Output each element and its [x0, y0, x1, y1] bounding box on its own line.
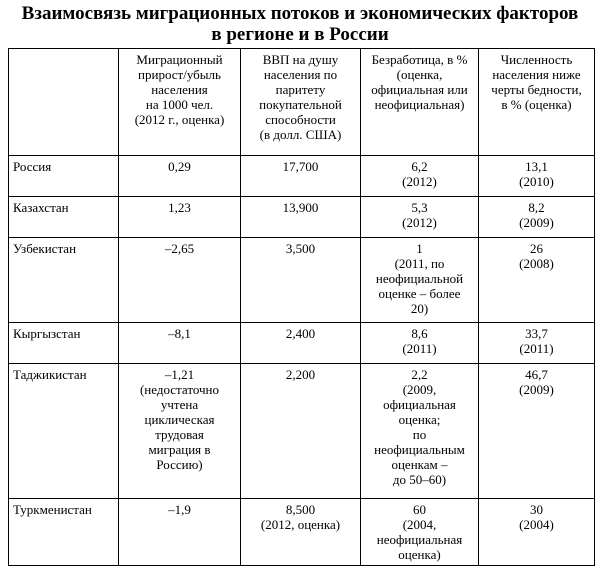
- table-row: [9, 156, 595, 197]
- cell-gdp: 2,400: [241, 323, 361, 364]
- cell-poverty: 13,1 (2010): [479, 156, 595, 197]
- cell-unemployment: 5,3 (2012): [361, 197, 479, 238]
- cell-gdp: 2,200: [241, 364, 361, 499]
- cell-country: Туркменистан: [9, 499, 119, 566]
- header-country: [9, 49, 119, 156]
- cell-poverty: 8,2 (2009): [479, 197, 595, 238]
- cell-unemployment: 1 (2011, по неофициальной оценке – более 20): [361, 238, 479, 323]
- header-poverty: Численность населения ниже черты бедности, в % (оценка): [479, 49, 595, 156]
- cell-poverty: 26 (2008): [479, 238, 595, 323]
- cell-migration: –1,21 (недостаточно учтена циклическая трудовая миграция в Россию): [119, 364, 241, 499]
- cell-migration: –2,65: [119, 238, 241, 323]
- page-title: [0, 3, 600, 45]
- cell-country: Россия: [9, 156, 119, 197]
- table-header-row: [9, 49, 595, 156]
- table-row: [9, 499, 595, 566]
- cell-poverty: 33,7 (2011): [479, 323, 595, 364]
- cell-poverty: 30 (2004): [479, 499, 595, 566]
- cell-unemployment: 60 (2004, неофициальная оценка): [361, 499, 479, 566]
- table-row: [9, 364, 595, 499]
- title-line-2: в регионе и в России: [211, 24, 389, 45]
- table-row: [9, 323, 595, 364]
- cell-poverty: 46,7 (2009): [479, 364, 595, 499]
- cell-unemployment: 2,2 (2009, официальная оценка; по неофициальным оценкам – до 50–60): [361, 364, 479, 499]
- cell-gdp: 13,900: [241, 197, 361, 238]
- cell-country: Таджикистан: [9, 364, 119, 499]
- title-line-1: Взаимосвязь миграционных потоков и экономических факторов: [21, 3, 579, 24]
- cell-gdp: 3,500: [241, 238, 361, 323]
- cell-migration: –8,1: [119, 323, 241, 364]
- header-unemployment: Безработица, в % (оценка, официальная или неофициальная): [361, 49, 479, 156]
- cell-gdp: 8,500 (2012, оценка): [241, 499, 361, 566]
- cell-migration: 1,23: [119, 197, 241, 238]
- migration-table: [8, 48, 595, 566]
- cell-gdp: 17,700: [241, 156, 361, 197]
- table-row: [9, 238, 595, 323]
- cell-country: Кыргызстан: [9, 323, 119, 364]
- cell-country: Казахстан: [9, 197, 119, 238]
- cell-country: Узбекистан: [9, 238, 119, 323]
- cell-unemployment: 6,2 (2012): [361, 156, 479, 197]
- table-row: [9, 197, 595, 238]
- header-gdp: ВВП на душу населения по паритету покупательной способности (в долл. США): [241, 49, 361, 156]
- cell-unemployment: 8,6 (2011): [361, 323, 479, 364]
- cell-migration: 0,29: [119, 156, 241, 197]
- header-migration: Миграционный прирост/убыль населения на 1000 чел. (2012 г., оценка): [119, 49, 241, 156]
- cell-migration: –1,9: [119, 499, 241, 566]
